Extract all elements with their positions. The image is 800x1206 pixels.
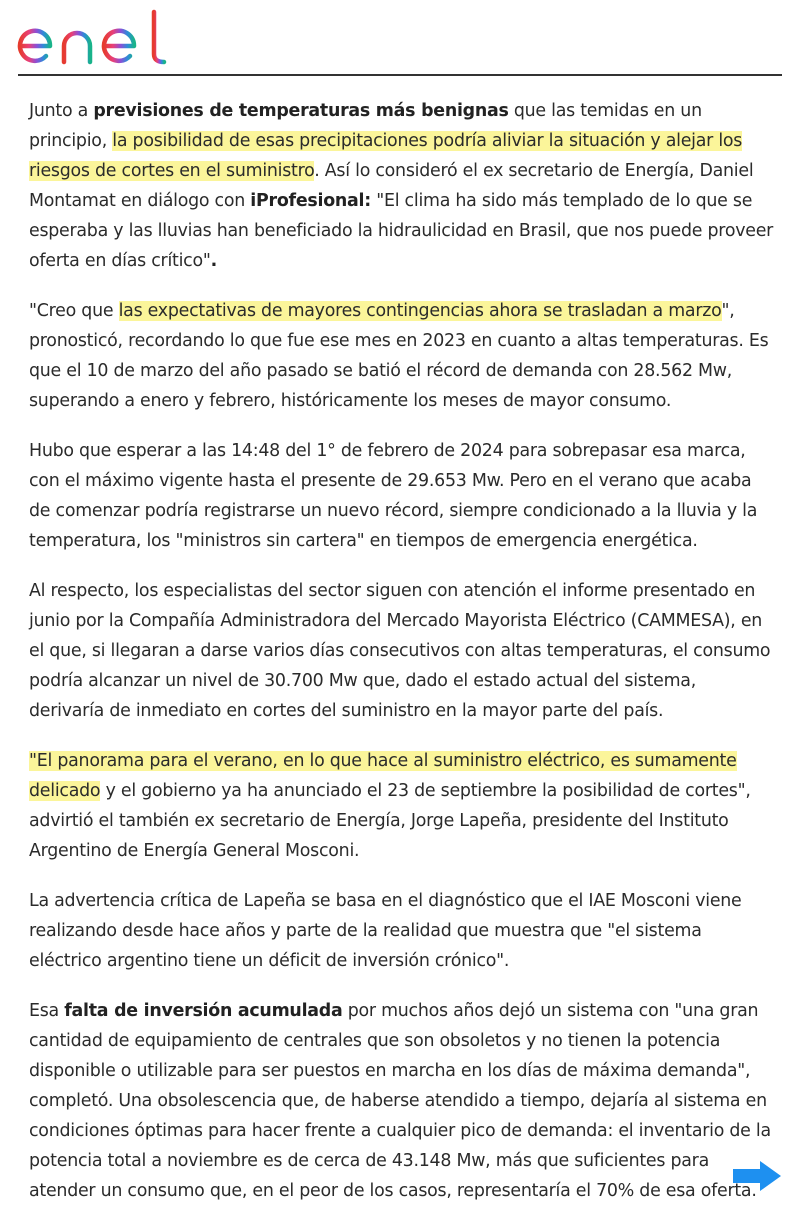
text: "El clima ha sido más templado de lo que se esperaba y las lluvias han beneficiado la hidraulicidad en Brasil, que nos puede proveer oferta en días crítico": [29, 191, 774, 271]
bold-text: iProfesional:: [250, 191, 371, 211]
paragraph-5: [29, 746, 774, 866]
enel-logo[interactable]: [16, 6, 172, 66]
bold-text: previsiones de temperaturas más benignas: [93, 101, 509, 121]
paragraph-4: Al respecto, los especialistas del sector siguen con atención el informe presentado en junio por la Compañía Administradora del Mercado Mayorista Eléctrico (CAMMESA), en el que, si llegaran a darse varios días consecutivos con altas temperaturas, el consumo podría alcanzar un nivel de 30.700 Mw que, dado el estado actual del sistema, derivaría de inmediato en cortes del suministro en la mayor parte del país.: [29, 581, 771, 721]
text: Junto a: [29, 101, 94, 121]
bold-text: falta de inversión acumulada: [64, 1001, 343, 1021]
header: [0, 0, 800, 76]
paragraph-6: La advertencia crítica de Lapeña se basa en el diagnóstico que el IAE Mosconi viene realizando desde hace años y parte de la realidad que muestra que "el sistema eléctrico argentino tiene un déficit de inversión crónico".: [29, 891, 742, 971]
text: . Así lo consideró el ex secretario de Energía, Daniel Montamat en diálogo con: [29, 161, 754, 211]
text: Esa: [29, 1001, 65, 1021]
header-divider: [18, 74, 782, 76]
arrow-right-icon[interactable]: [730, 1158, 784, 1194]
text: por muchos años dejó un sistema con "una gran cantidad de equipamiento de centrales que son obsoletos y no tienen la potencia disponible o utilizable para ser puestos en marcha en los días de máxima demanda", completó. Una obsolescencia que, de haberse atendido a tiempo, dejaría al sistema en condiciones óptimas para hacer frente a cualquier pico de demanda: el inventario de la potencia total a noviembre es de cerca de 43.148 Mw, más que suficientes para atender un consumo que, en el peor de los casos, representaría el 70% de esa oferta.: [29, 1001, 771, 1201]
paragraph-3: Hubo que esperar a las 14:48 del 1° de febrero de 2024 para sobrepasar esa marca, con el máximo vigente hasta el presente de 29.653 Mw. Pero en el verano que acaba de comenzar podría registrarse un nuevo récord, siempre condicionado a la lluvia y la temperatura, los "ministros sin cartera" en tiempos de emergencia energética.: [29, 441, 758, 551]
highlighted-text: las expectativas de mayores contingencias ahora se trasladan a marzo: [118, 301, 722, 321]
text: ", pronosticó, recordando lo que fue ese mes en 2023 en cuanto a altas temperaturas. Es que el 10 de marzo del año pasado se batió el récord de demanda con 28.562 Mw, superando a enero y febrero, históricamente los meses de mayor consumo.: [29, 301, 769, 411]
paragraph-7: [29, 996, 774, 1206]
highlighted-text: la posibilidad de esas precipitaciones podría aliviar la situación y alejar los riesgos de cortes en el suministro: [29, 131, 743, 181]
article-body: [29, 96, 774, 1206]
paragraph-1: [29, 96, 774, 276]
text: y el gobierno ya ha anunciado el 23 de septiembre la posibilidad de cortes", advirtió el también ex secretario de Energía, Jorge Lapeña, presidente del Instituto Argentino de Energía General Mosconi.: [29, 781, 751, 861]
text: "Creo que: [29, 301, 119, 321]
highlighted-text: "El panorama para el verano, en lo que hace al suministro eléctrico, es sumamente delicado: [29, 751, 737, 801]
paragraph-2: [29, 296, 774, 416]
text: que las temidas en un principio,: [29, 101, 702, 151]
bold-text: .: [210, 251, 217, 271]
